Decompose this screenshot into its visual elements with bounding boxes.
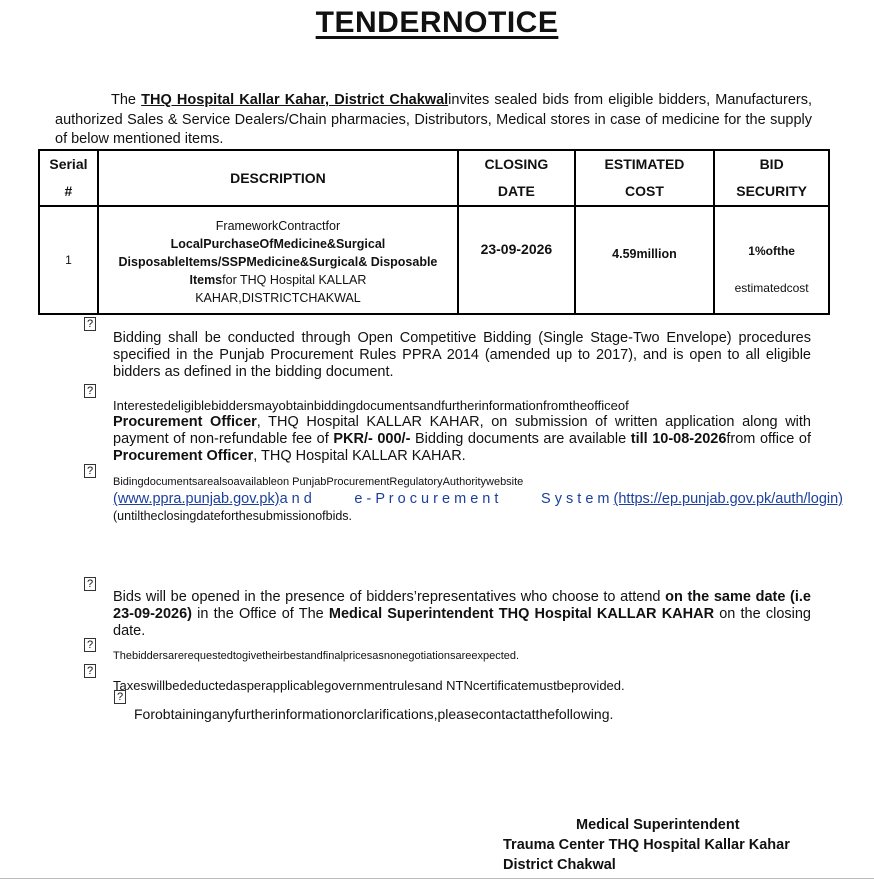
bullet-icon: ? bbox=[84, 384, 96, 398]
cell-estimated-cost: 4.59million bbox=[575, 206, 715, 314]
bullet-icon: ? bbox=[84, 577, 96, 591]
ppra-link[interactable]: (www.ppra.punjab.gov.pk) bbox=[113, 491, 280, 507]
signature-district: District Chakwal bbox=[503, 857, 616, 873]
cell-bid-security: 1%ofthe estimatedcost bbox=[714, 206, 829, 314]
paragraph-bid-opening: Bids will be opened in the presence of bidders’representatives who choose to attend on the same date (i.e 23-09-2026) in the Office of The Medical Superintendent THQ Hospital KALLAR KAHAR on the closing date. bbox=[113, 589, 812, 639]
header-bid-security: BID SECURITY bbox=[714, 150, 829, 206]
hospital-name: THQ Hospital Kallar Kahar, District Chakwal bbox=[141, 92, 449, 108]
paragraph-contact: Forobtaininganyfurtherinformationorclarifications,pleasecontactatthefollowing. bbox=[134, 706, 614, 722]
bullet-icon: ? bbox=[84, 317, 96, 331]
bullet-icon: ? bbox=[84, 638, 96, 652]
bullet-icon: ? bbox=[114, 690, 126, 704]
paragraph-online-availability: Bidingdocumentsarealsoavailableon PunjabProcurementRegulatoryAuthoritywebsite (www.ppra.punjab.gov.pk)a n d e - P r o c u r e m e n t S y s t e m (https://ep.punjab.gov.pk/auth/login) (untiltheclosingdateforthesubmissionofbids. bbox=[113, 476, 843, 523]
header-description: DESCRIPTION bbox=[98, 150, 458, 206]
signature-title: Medical Superintendent bbox=[576, 817, 740, 833]
page-title: TENDERNOTICE bbox=[315, 6, 559, 39]
cell-closing-date: 23-09-2026 bbox=[458, 206, 575, 314]
eprocurement-link[interactable]: (https://ep.punjab.gov.pk/auth/login) bbox=[613, 491, 843, 507]
cell-serial: 1 bbox=[39, 206, 98, 314]
paragraph-taxes: Taxeswillbedeductedasperapplicablegovernmentrulesand NTNcertificatemustbeprovided. bbox=[113, 678, 625, 693]
paragraph-final-prices: Thebiddersarerequestedtogivetheirbestandfinalpricesasnonegotiationsareexpected. bbox=[113, 650, 520, 662]
table-row bbox=[39, 206, 829, 314]
bullet-icon: ? bbox=[84, 664, 96, 678]
intro-paragraph: The THQ Hospital Kallar Kahar, District Chakwalinvites sealed bids from eligible bidders, Manufacturers, authorized Sales & Service Dealers/Chain pharmacies, Distributors, Medical stores in case of medicine for the supply of below mentioned items. bbox=[55, 92, 812, 147]
header-closing-date: CLOSING DATE bbox=[458, 150, 575, 206]
tender-table bbox=[38, 149, 830, 315]
paragraph-bidding-documents: Interestedeligiblebiddersmayobtainbiddingdocumentsandfurtherinformationfromtheofficeof Procurement Officer, THQ Hospital KALLAR KAHAR, on submission of written application along with payment of non-refundable fee of PKR/- 000/- Bidding documents are available till 10-08-2026from office of Procurement Officer, THQ Hospital KALLAR KAHAR. bbox=[113, 398, 812, 464]
header-serial: Serial # bbox=[39, 150, 98, 206]
paragraph-bidding-procedure: Bidding shall be conducted through Open Competitive Bidding (Single Stage-Two Envelope) procedures specified in the Punjab Procurement Rules PPRA 2014 (amended up to 2017), and is open to all eligible bidders as defined in the bidding document. bbox=[113, 330, 811, 380]
bullet-icon: ? bbox=[84, 464, 96, 478]
signature-organization: Trauma Center THQ Hospital Kallar Kahar bbox=[503, 837, 790, 853]
cell-description: FrameworkContractfor LocalPurchaseOfMedicine&Surgical DisposableItems/SSPMedicine&Surgical& Disposable Itemsfor THQ Hospital KALLAR KAHAR,DISTRICTCHAKWAL bbox=[98, 206, 458, 314]
page-bottom-divider bbox=[0, 878, 874, 879]
header-estimated-cost: ESTIMATED COST bbox=[575, 150, 715, 206]
table-header-row bbox=[39, 150, 829, 206]
